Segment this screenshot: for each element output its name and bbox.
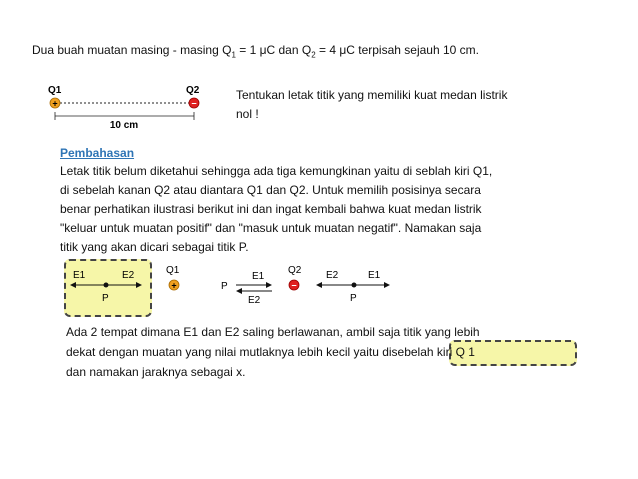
e2-label-right: E2 <box>326 270 339 281</box>
p-label-middle: P <box>221 281 228 292</box>
e2-label-middle: E2 <box>248 295 261 306</box>
e1-label-right: E1 <box>368 270 381 281</box>
conclusion-paragraph: Ada 2 tempat dimana E1 dan E2 saling berlawanan, ambil saja titik yang lebih dekat dengan muatan yang nilai mutlaknya lebih kecil yaitu disebelah kiri Q 1 dan namakan jaraknya sebagai x. <box>66 325 480 379</box>
q2-label-fig2: Q2 <box>288 265 302 276</box>
e2-label-left: E2 <box>122 270 135 281</box>
e1-label-middle: E1 <box>252 271 265 282</box>
question-text: Tentukan letak titik yang memiliki kuat medan listrik nol ! <box>236 88 508 121</box>
p-label-left: P <box>102 293 109 304</box>
p-label-right: P <box>350 293 357 304</box>
q2-label: Q2 <box>186 85 200 96</box>
q1-label: Q1 <box>48 85 62 96</box>
svg-text:−: − <box>291 280 297 291</box>
e1-label-left: E1 <box>73 270 86 281</box>
svg-text:+: + <box>52 98 58 109</box>
distance-label: 10 cm <box>109 120 139 131</box>
section-heading: Pembahasan <box>60 146 135 160</box>
explanation-paragraph: Letak titik belum diketahui sehingga ada tiga kemungkinan yaitu di seblah kiri Q1, di sebelah kanan Q2 atau diantara Q1 dan Q2. Untuk memilih posisinya secara benar perhatikan ilustrasi berikut ini dan ingat kembali bahwa kuat medan listrik "keluar untuk muatan positif" dan "masuk untuk muatan negatif". Namakan saja titik yang akan dicari sebagai titik P. <box>60 164 493 254</box>
svg-text:−: − <box>191 98 197 109</box>
problem-statement: Dua buah muatan masing - masing $Q_1 = 1$ μC dan $Q_2 = 4$ μC terpisah sejauh 10 cm. <box>32 43 479 60</box>
q1-label-fig2: Q1 <box>166 265 180 276</box>
svg-text:+: + <box>171 280 177 291</box>
